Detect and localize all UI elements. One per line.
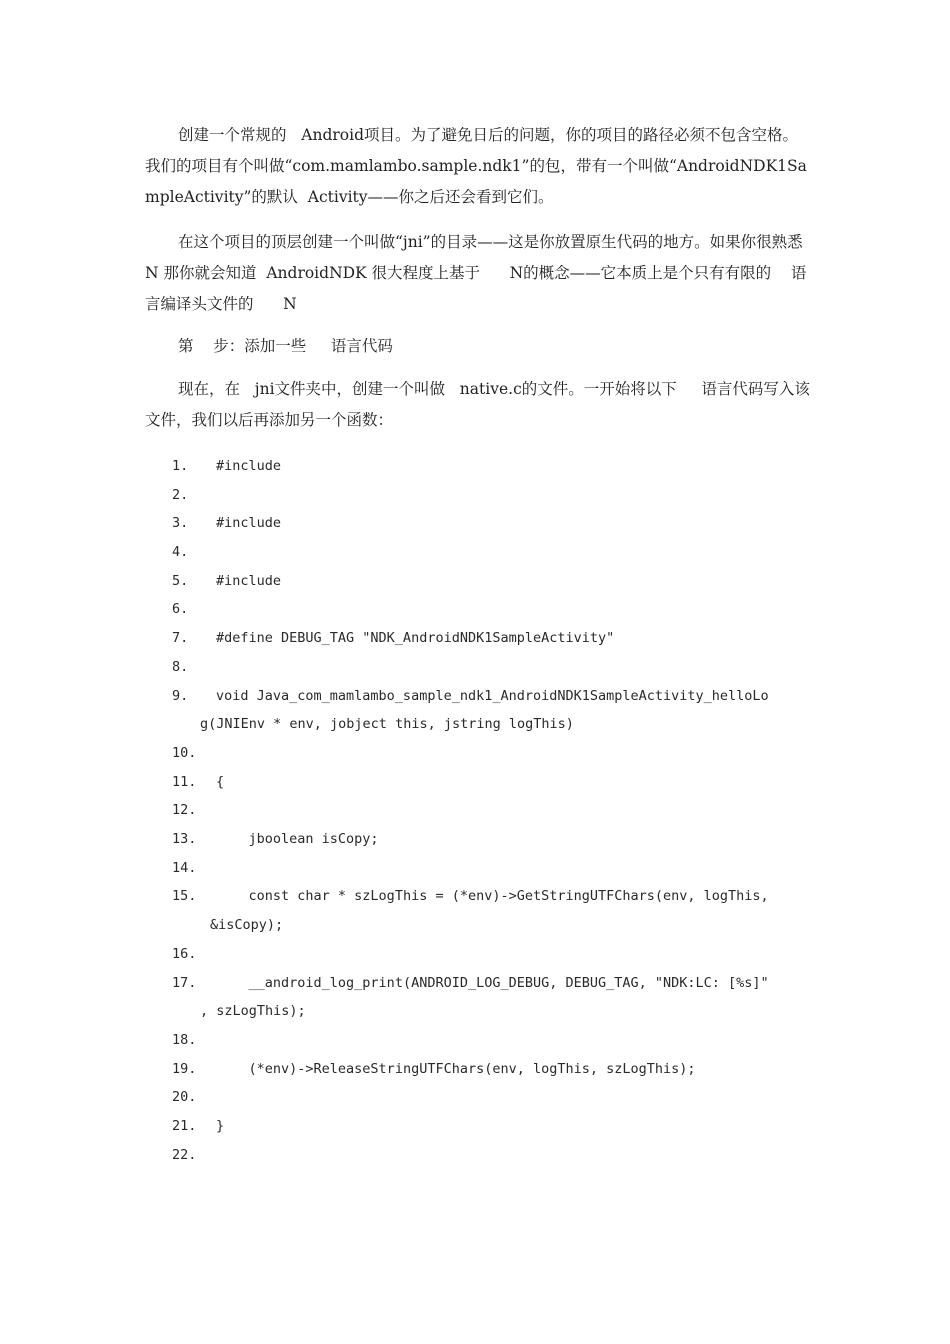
line-number: 6. [172,601,189,618]
line-number: 11. [172,773,197,790]
code-line [172,969,812,1026]
line-number: 12. [172,802,197,819]
paragraph-native-c: 现在，在 jni文件夹中，创建一个叫做 native.c的文件。一开始将以下 语言代码写入该文件，我们以后再添加另一个函数： [145,380,810,429]
line-number: 4. [172,544,189,561]
code-line [172,481,812,510]
line-number: 17. [172,974,197,991]
code-listing [172,452,812,1169]
line-number: 5. [172,572,189,589]
code-line [172,940,812,969]
code-text: #include [216,572,282,589]
line-number: 22. [172,1146,197,1163]
code-line [172,1055,812,1084]
code-text: const char * szLogThis = (*env)->GetStringUTFChars(env, logThis, [216,888,769,905]
code-line [172,1083,812,1112]
code-line [172,768,812,797]
paragraph-jni-directory: 在这个项目的顶层创建一个叫做“jni”的目录——这是你放置原生代码的地方。如果你很熟悉 N 那你就会知道 AndroidNDK 很大程度上基于 N的概念——它本质上是个只有有限的 语言编译头文件的 N [145,233,823,313]
paragraph-create-project: 创建一个常规的 Android项目。为了避免日后的问题，你的项目的路径必须不包含空格。我们的项目有个叫做“com.mamlambo.sample.ndk1”的包，带有一个叫做“AndroidNDK1SampleActivity”的默认 Activity——你之后还会看到它们。 [145,126,807,206]
line-number: 9. [172,687,189,704]
line-number: 15. [172,888,197,905]
line-number: 14. [172,859,197,876]
line-number: 2. [172,486,189,503]
code-text: #include [216,515,282,532]
line-number: 16. [172,945,197,962]
code-line [172,538,812,567]
line-number: 1. [172,458,189,474]
code-line [172,567,812,596]
code-text: __android_log_print(ANDROID_LOG_DEBUG, DEBUG_TAG, "NDK:LC: [%s]" [216,974,769,991]
code-line [172,739,812,768]
line-number: 21. [172,1118,197,1135]
line-number: 18. [172,1031,197,1048]
code-line [172,882,812,939]
code-text: } [216,1118,225,1135]
code-line [172,452,812,481]
code-text-continuation: g(JNIEnv * env, jobject this, jstring logThis) [200,716,574,733]
code-text-continuation: , szLogThis); [200,1003,306,1020]
line-number: 10. [172,744,197,761]
code-text: #include [216,458,282,474]
code-line [172,653,812,682]
line-number: 7. [172,630,189,647]
code-line [172,796,812,825]
code-text: { [216,773,225,790]
code-line [172,682,812,739]
line-number: 3. [172,515,189,532]
code-line [172,1112,812,1141]
step-heading: 第 步：添加一些 语言代码 [178,337,393,355]
line-number: 20. [172,1089,197,1106]
code-line [172,1026,812,1055]
code-text-continuation: &isCopy); [210,917,284,934]
code-line [172,624,812,653]
code-line [172,825,812,854]
code-text: (*env)->ReleaseStringUTFChars(env, logThis, szLogThis); [216,1060,696,1077]
line-number: 13. [172,831,197,848]
code-line [172,854,812,883]
line-number: 8. [172,658,189,675]
code-text: jboolean isCopy; [216,831,379,848]
code-text: void Java_com_mamlambo_sample_ndk1_AndroidNDK1SampleActivity_helloLo [216,687,769,704]
code-line [172,595,812,624]
line-number: 19. [172,1060,197,1077]
code-line [172,1141,812,1170]
code-line [172,509,812,538]
code-text: #define DEBUG_TAG "NDK_AndroidNDK1SampleActivity" [216,630,615,647]
